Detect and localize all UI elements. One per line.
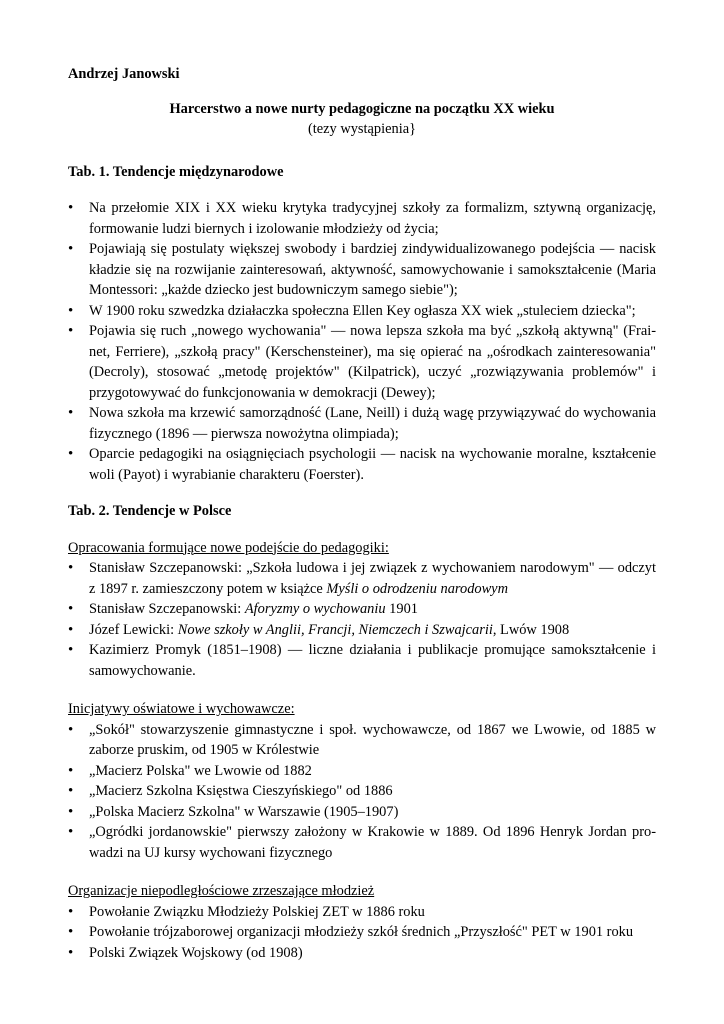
section-heading-tab1: Tab. 1. Tendencje międzynarodowe xyxy=(68,163,284,180)
list-item: • Powołanie Związku Młodzieży Polskiej ZET w 1886 roku xyxy=(68,902,656,923)
publications-list xyxy=(68,558,656,681)
list-item xyxy=(68,620,656,641)
list-item: • „Macierz Szkolna Księstwa Cieszyńskiego" od 1886 xyxy=(68,781,656,802)
list-item xyxy=(68,558,656,599)
section-heading-tab2: Tab. 2. Tendencje w Polsce xyxy=(68,503,232,519)
item-text: Józef Lewicki: xyxy=(89,621,178,638)
list-item: • „Sokół" stowarzyszenie gimnastyczne i społ. wychowawcze, od 1867 we Lwowie, od 1885 w zaborze pruskim, od 1905 w Królestwie xyxy=(68,720,656,761)
list-item: • „Macierz Polska" we Lwowie od 1882 xyxy=(68,761,656,782)
list-item: • Kazimierz Promyk (1851–1908) — liczne działania i publikacje promujące samokształcenie i samowychowanie. xyxy=(68,640,656,681)
item-tail: , Lwów 1908 xyxy=(492,621,570,638)
subsection-label-publications: Opracowania formujące nowe podejście do pedagogiki: xyxy=(68,539,389,556)
list-item: • Polski Związek Wojskowy (od 1908) xyxy=(68,943,656,964)
initiatives-list xyxy=(68,720,656,864)
tab1-list xyxy=(68,198,656,485)
subsection-label-initiatives: Inicjatywy oświatowe i wychowawcze: xyxy=(68,701,295,717)
book-title: Nowe szkoły w Anglii, Francji, Niemczech i Szwajcarii xyxy=(177,621,493,638)
list-item xyxy=(68,599,656,620)
subsection-label-organizations: Organizacje niepodległościowe zrzeszające młodzież xyxy=(68,883,375,899)
list-item: • „Ogródki jordanowskie" pierwszy założony w Krakowie w 1889. Od 1896 Henryk Jordan prowadzi na UJ kursy wychowani fizycznego xyxy=(68,822,656,863)
book-title: Aforyzmy o wychowaniu xyxy=(244,601,386,617)
item-tail: 1901 xyxy=(385,601,418,617)
list-item: • Nowa szkoła ma krzewić samorządność (Lane, Neill) i dużą wagę przywiązywać do wychowania fizycznego (1896 — pierwsza nowożytna olimpiada); xyxy=(68,403,656,444)
list-item: • Powołanie trójzaborowej organizacji młodzieży szkół średnich „Przyszłość" PET w 1901 roku xyxy=(68,922,656,943)
author-name: Andrzej Janowski xyxy=(68,66,180,82)
list-item: • Oparcie pedagogiki na osiągnięciach psychologii — nacisk na wychowanie moralne, kształcenie woli (Payot) i wyrabianie charakteru (Foerster). xyxy=(68,444,656,485)
title-block xyxy=(68,99,656,140)
list-item: • „Polska Macierz Szkolna" w Warszawie (1905–1907) xyxy=(68,802,656,823)
document-title: Harcerstwo a nowe nurty pedagogiczne na początku XX wieku xyxy=(169,100,555,117)
organizations-list xyxy=(68,902,656,964)
list-item: • Pojawiają się postulaty większej swobody i bardziej zindywidualizowanego podejścia — nacisk kładzie się na rozwijanie zainteresowań, aktywność, samowychowanie i samokształcenie (Maria Montessori: „każde dziecko jest budowniczym samego siebie"); xyxy=(68,239,656,301)
book-title: Myśli o odrodzeniu narodowym xyxy=(326,580,508,597)
list-item: • W 1900 roku szwedzka działaczka społeczna Ellen Key ogłasza XX wiek „stuleciem dziecka"; xyxy=(68,301,656,322)
list-item: • Pojawia się ruch „nowego wychowania" — nowa lepsza szkoła ma być „szkołą aktywną" (Frainet, Ferriere), „szkołą pracy" (Kerschensteiner), ma się opierać na „ośrodkach zainteresowania" (Decroly), stosować „metodę projektów" (Kilpatrick), uczyć „rozwiązywania problemów" i przygotowywać do funkcjonowania w demokracji (Dewey); xyxy=(68,321,656,403)
document-subtitle: (tezy wystąpienia} xyxy=(307,121,416,137)
document-page xyxy=(68,64,656,963)
item-text: Stanisław Szczepanowski: xyxy=(89,601,245,617)
list-item: • Na przełomie XIX i XX wieku krytyka tradycyjnej szkoły za formalizm, sztywną organizację, formowanie ludzi biernych i izolowanie młodzieży od życia; xyxy=(68,198,656,239)
item-text: Stanisław Szczepanowski: „Szkoła ludowa i jej związek z wychowaniem narodowym" — odczyt z 1897 r. zamieszczony potem w książce xyxy=(89,560,656,597)
